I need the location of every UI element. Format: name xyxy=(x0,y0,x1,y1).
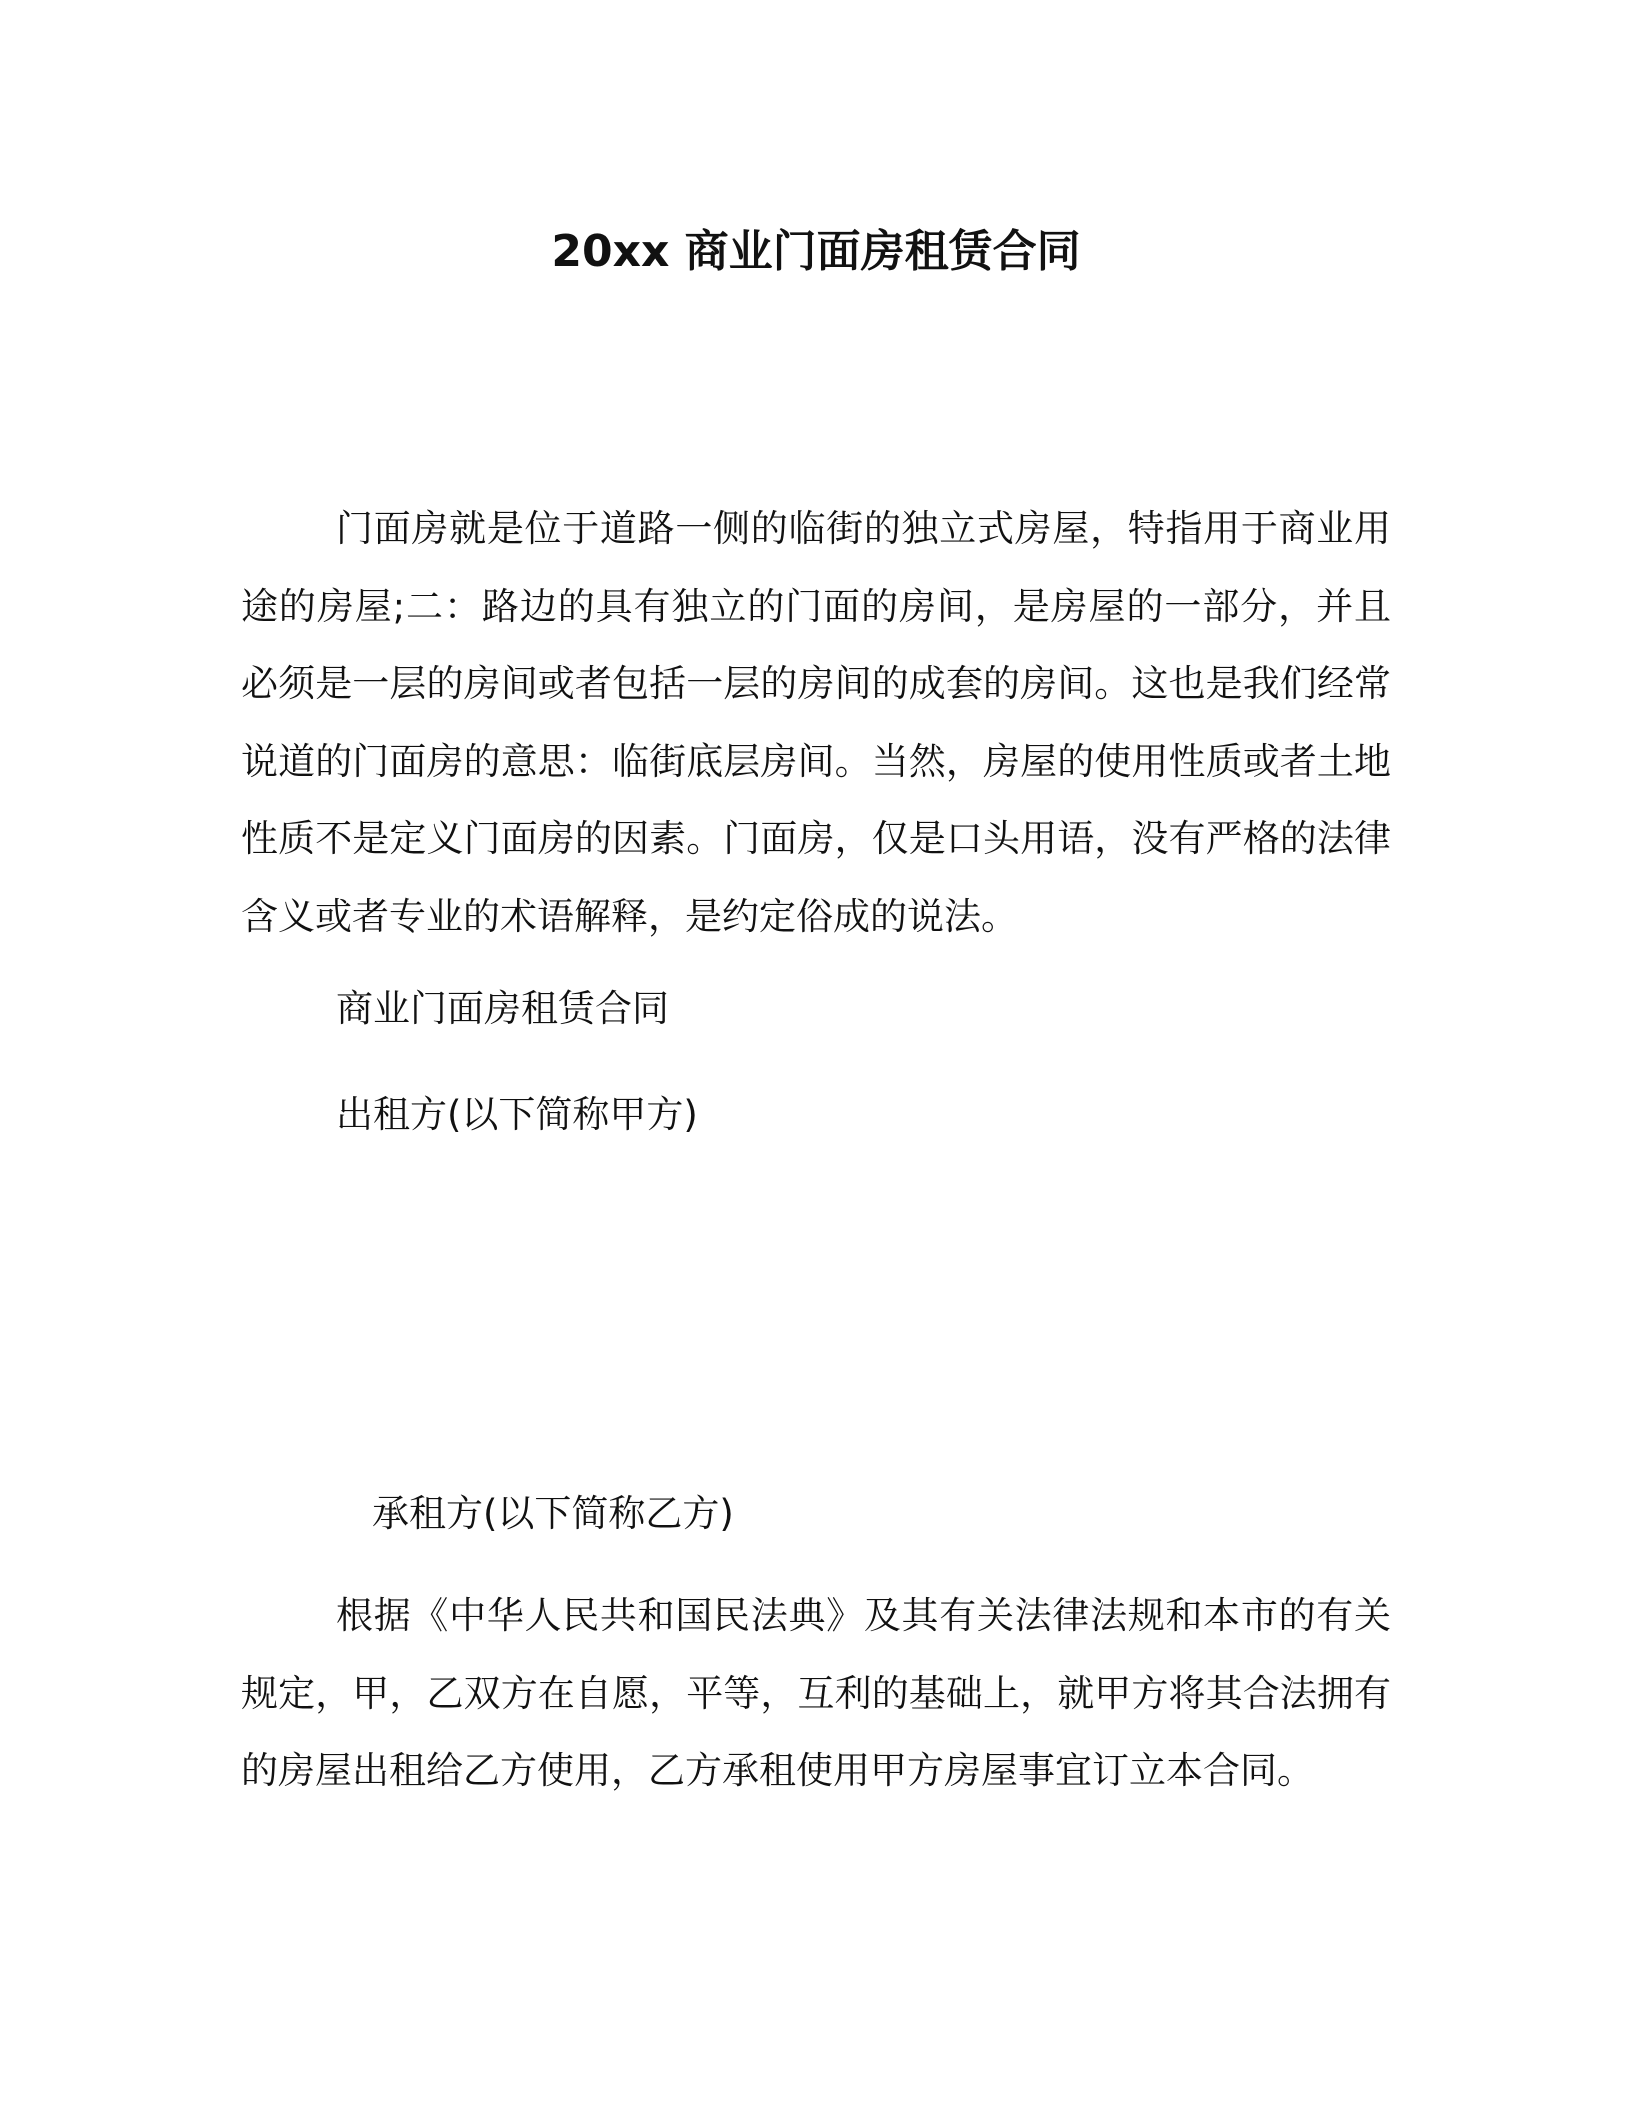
lessor-label: 出租方(以下简称甲方) xyxy=(336,1093,698,1136)
legal-basis-paragraph: 根据《中华人民共和国民法典》及其有关法律法规和本市的有关规定，甲，乙双方在自愿，平等，互利的基础上，就甲方将其合法拥有的房屋出租给乙方使用，乙方承租使用甲方房屋事宜订立本合同。 xyxy=(241,1594,1391,1792)
document-title: 20xx 商业门面房租赁合同 xyxy=(551,226,1081,277)
intro-paragraph: 门面房就是位于道路一侧的临街的独立式房屋，特指用于商业用途的房屋;二：路边的具有独立的门面的房间，是房屋的一部分，并且必须是一层的房间或者包括一层的房间的成套的房间。这也是我们经常说道的门面房的意思：临街底层房间。当然，房屋的使用性质或者土地性质不是定义门面房的因素。门面房，仅是口头用语，没有严格的法律含义或者专业的术语解释，是约定俗成的说法。 xyxy=(241,507,1391,938)
contract-heading: 商业门面房租赁合同 xyxy=(336,987,669,1030)
lessee-label: 承租方(以下简称乙方) xyxy=(372,1492,734,1535)
